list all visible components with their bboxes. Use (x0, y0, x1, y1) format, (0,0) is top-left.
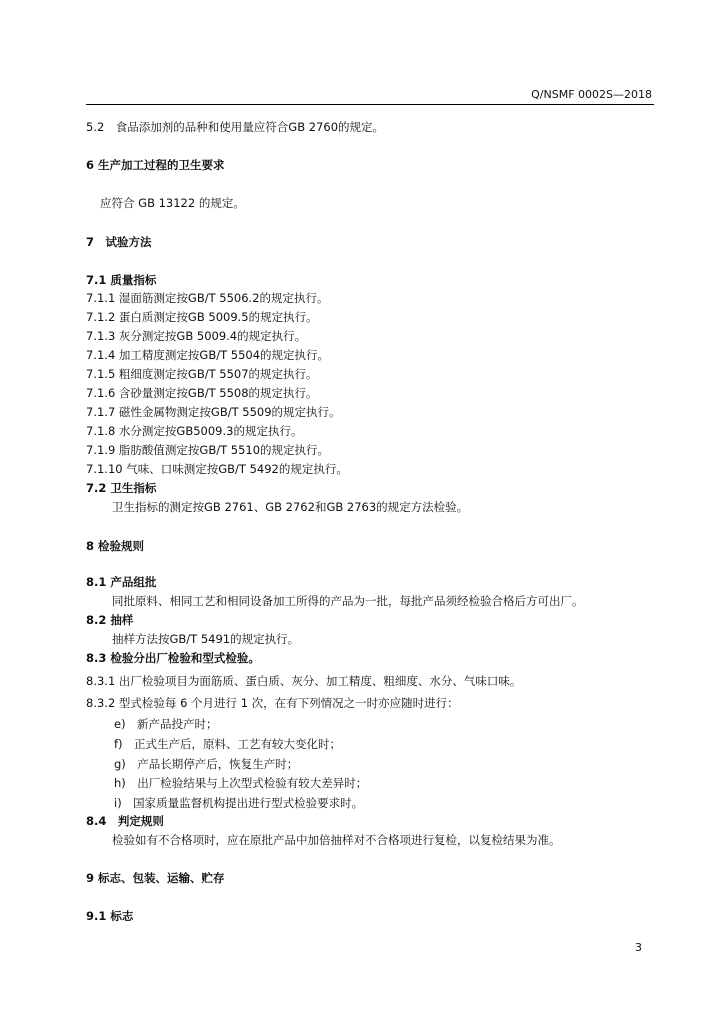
list-item: 7.1.2 蛋白质测定按GB 5009.5的规定执行。 (86, 310, 318, 324)
section-8-title: 8 检验规则 (86, 539, 145, 553)
section-9-1-title: 9.1 标志 (86, 909, 134, 923)
header-rule (86, 104, 654, 105)
section-8-1-title: 8.1 产品组批 (86, 575, 157, 589)
section-6-title: 6 生产加工过程的卫生要求 (86, 158, 225, 172)
section-9-title: 9 标志、包装、运输、贮存 (86, 871, 225, 885)
section-8-2-text: 抽样方法按GB/T 5491的规定执行。 (112, 632, 300, 646)
list-item: 7.1.5 粗细度测定按GB/T 5507的规定执行。 (86, 367, 318, 381)
section-7-title: 7 试验方法 (86, 235, 152, 249)
list-item: 7.1.3 灰分测定按GB 5009.4的规定执行。 (86, 329, 307, 343)
clause-8-3-1: 8.3.1 出厂检验项目为面筋质、蛋白质、灰分、加工精度、粗细度、水分、气味口味。 (86, 674, 522, 688)
section-7-2-title: 7.2 卫生指标 (86, 481, 157, 495)
page-number: 3 (635, 941, 642, 954)
list-item: e) 新产品投产时； (114, 717, 218, 731)
section-7-1-title: 7.1 质量指标 (86, 273, 157, 287)
section-8-4-text: 检验如有不合格项时，应在原批产品中加倍抽样对不合格项进行复检，以复检结果为准。 (112, 833, 561, 847)
clause-5-2: 5.2 食品添加剂的品种和使用量应符合GB 2760的规定。 (86, 120, 385, 134)
clause-8-3-2: 8.3.2 型式检验每 6 个月进行 1 次，在有下列情况之一时亦应随时进行： (86, 696, 459, 710)
list-item: 7.1.6 含砂量测定按GB/T 5508的规定执行。 (86, 386, 318, 400)
list-item: 7.1.9 脂肪酸值测定按GB/T 5510的规定执行。 (86, 443, 330, 457)
list-item: 7.1.4 加工精度测定按GB/T 5504的规定执行。 (86, 348, 330, 362)
list-item: 7.1.7 磁性金属物测定按GB/T 5509的规定执行。 (86, 405, 341, 419)
list-item: h) 出厂检验结果与上次型式检验有较大差异时； (114, 776, 368, 790)
list-item: i) 国家质量监督机构提出进行型式检验要求时。 (114, 796, 364, 810)
list-item: f) 正式生产后，原料、工艺有较大变化时； (114, 737, 342, 751)
list-item: 7.1.8 水分测定按GB5009.3的规定执行。 (86, 424, 303, 438)
section-8-2-title: 8.2 抽样 (86, 613, 134, 627)
section-6-text: 应符合 GB 13122 的规定。 (100, 196, 245, 210)
section-7-2-text: 卫生指标的测定按GB 2761、GB 2762和GB 2763的规定方法检验。 (112, 500, 469, 514)
document-code: Q/NSMF 0002S—2018 (531, 88, 652, 101)
list-item: 7.1.10 气味、口味测定按GB/T 5492的规定执行。 (86, 462, 348, 476)
section-8-1-text: 同批原料、相同工艺和相同设备加工所得的产品为一批，每批产品须经检验合格后方可出厂。 (112, 594, 584, 608)
list-item: g) 产品长期停产后，恢复生产时； (114, 757, 299, 771)
list-item: 7.1.1 湿面筋测定按GB/T 5506.2的规定执行。 (86, 291, 329, 305)
section-8-4-title: 8.4 判定规则 (86, 814, 164, 828)
section-8-3-title: 8.3 检验分出厂检验和型式检验。 (86, 651, 260, 665)
